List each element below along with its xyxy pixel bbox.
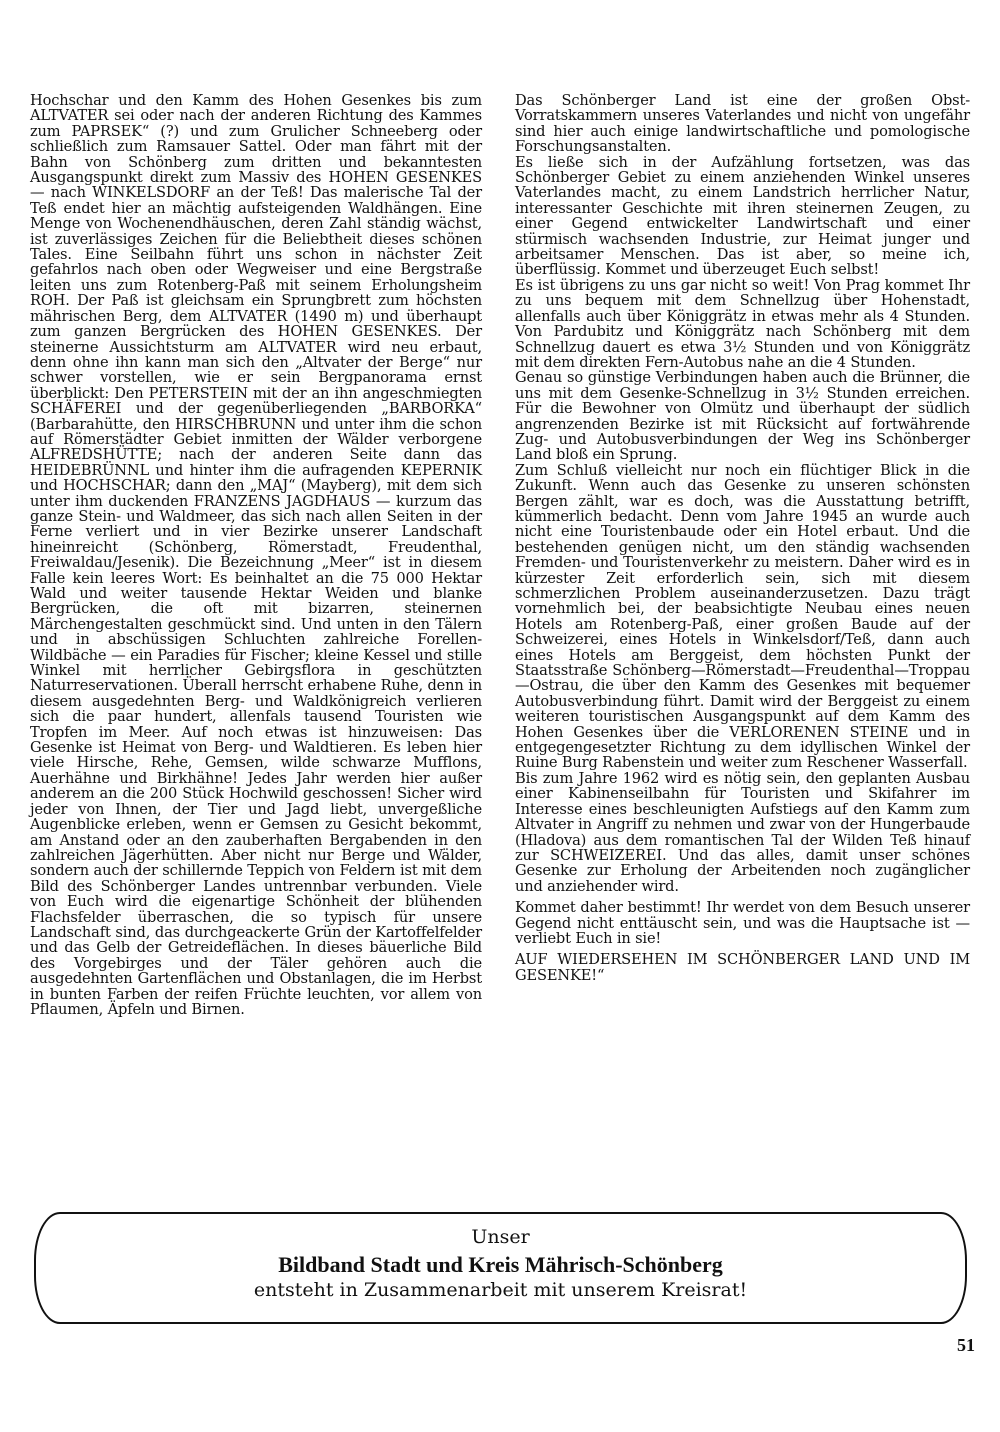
right-text-column: [515, 93, 970, 983]
right-paragraph-3: Es ist übrigens zu uns gar nicht so weit! Von Prag kommet Ihr zu uns bequem mit dem Schnellzug über Hohenstadt, allenfalls auch über Königgrätz in etwas mehr als 4 Stunden. Von Pardubitz und Königgrätz nach Schönberg mit dem Schnellzug dauert es etwa 3½ Stunden und von Königgrätz mit dem direkten Fern-Autobus nahe an die 4 Stunden.: [515, 276, 970, 371]
left-paragraph-1: Hochschar und den Kamm des Hohen Gesenkes bis zum ALTVATER sei oder nach der anderen Richtung des Kammes zum PAPRSEK“ (?) und zum Grulicher Schneeberg oder schließlich zum Ramsauer Sattel. Oder man fährt mit der Bahn von Schönberg zum dritten und bekanntesten Ausgangspunkt direkt zum Massiv des HOHEN GESENKES — nach WINKELSDORF an der Teß! Das malerische Tal der Teß endet hier an mächtig aufsteigenden Waldhängen. Eine Menge von Wochenendhäuschen, deren Zahl ständig wächst, ist zuverlässiges Zeichen für die Beliebtheit dieses schönen Tales. Eine Seilbahn führt uns schon in nächster Zeit gefahrlos nach oben oder Wegweiser und eine Bergstraße leiten uns zum Rotenberg-Paß mit seinem Erholungsheim ROH. Der Paß ist gleichsam ein Sprungbrett zum höchsten mährischen Berg, dem ALTVATER (1490 m) und überhaupt zum ganzen Bergrücken des HOHEN GESENKES. Der steinerne Aussichtsturm am ALTVATER wird neu erbaut, denn ohne ihn kann man sich den „Altvater der Berge“ nur schwer vorstellen, wie er sein Bergpanorama ernst überblickt: Den PETERSTEIN mit der an ihn angeschmiegten SCHÄFEREI und der gegenüberliegenden „BARBORKA“ (Barbarahütte, den HIRSCHBRUNN und unter ihm die schon auf Römerstädter Gebiet inmitten der Wälder verborgene ALFREDSHÜTTE; nach der anderen Seite dann das HEIDEBRÜNNL und hinter ihm die aufragenden KEPERNIK und HOCHSCHAR; dann den „MAJ“ (Mayberg), mit dem sich unter ihm duckenden FRANZENS JAGDHAUS — kurzum das ganze Stein- und Waldmeer, das sich nach allen Seiten in der Ferne verliert und in vier Bezirke unserer Landschaft hineinreicht (Schönberg, Römerstadt, Freudenthal, Freiwaldau/Jesenik). Die Bezeichnung „Meer“ ist in diesem Falle kein leeres Wort: Es beinhaltet an die 75 000 Hektar Wald und weiter tausende Hektar Weiden und blanke Bergrücken, die oft mit bizarren, steinernen Märchengestalten geschmückt sind. Und unten in den Tälern und in abschüssigen Schluchten zahlreiche Forellen-Wildbäche — ein Paradies für Fischer; kleine Kessel und stille Winkel mit herrlicher Gebirgsflora in geschützten Naturreservationen. Überall herrscht erhabene Ruhe, denn in diesem ausgedehnten Berg- und Waldkönigreich verlieren sich die paar hundert, allenfals tausend Touristen wie Tropfen im Meer. Auf noch etwas ist hinzuweisen: Das Gesenke ist Heimat von Berg- und Waldtieren. Es leben hier viele Hirsche, Rehe, Gemsen, wilde schwarze Mufflons, Auerhähne und Birkhähne! Jedes Jahr werden hier außer anderem an die 200 Stück Hochwild geschossen! Sicher wird jeder von Ihnen, der Tier und Jagd liebt, unvergeßliche Augenblicke erleben, wenn er Gemsen zu Gesicht bekommt, am Anstand oder an den zauberhaften Bergabenden in den zahlreichen Jägerhütten. Aber nicht nur Berge und Wälder, sondern auch der schillernde Teppich von Feldern ist mit dem Bild des Schönberger Landes untrennbar verbunden. Viele von Euch wird die eigenartige Schönheit der blühenden Flachsfelder überraschen, die so typisch für unsere Landschaft sind, das durchgeackerte Grün der Kartoffelfelder und das Gelb der Getreideflächen. In dieses bäuerliche Bild des Vorgebirges und der Täler gehören auch die ausgedehnten Gartenflächen und Obstanlagen, die im Herbst in bunten Farben der reifen Früchte leuchten, vor allem von Pflaumen, Äpfeln und Birnen.: [30, 92, 482, 1018]
left-text-column: [30, 93, 482, 1017]
page-number: 51: [957, 1335, 975, 1355]
notice-box: [34, 1212, 967, 1324]
notice-line-kreisrat: entsteht in Zusammenarbeit mit unserem Kreisrat!: [253, 1279, 748, 1301]
right-paragraph-5: Zum Schluß vielleicht nur noch ein flüchtiger Blick in die Zukunft. Wenn auch das Gesenke zu unseren schönsten Bergen zählt, war es doch, was die Ausstattung betrifft, kümmerlich bedacht. Denn vom Jahre 1945 an wurde auch nicht eine Touristenbaude oder ein Hotel erbaut. Und die bestehenden genügen nicht, um den ständig wachsenden Fremden- und Touristenverkehr zu meistern. Daher wird es in kürzester Zeit erforderlich sein, sich mit diesem schmerzlichen Problem auseinanderzusetzen. Dazu trägt vornehmlich bei, der beabsichtigte Neubau eines neuen Hotels am Rotenberg-Paß, einer großen Baude auf der Schweizerei, eines Hotels in Winkelsdorf/Teß, dann auch eines Hotels am Berggeist, dem höchsten Punkt der Staatsstraße Schönberg—Römerstadt—Freudenthal—Troppau—Ostrau, die über den Kamm des Gesenkes mit bequemer Autobusverbindung führt. Damit wird der Berggeist zu einem weiteren touristischen Ausgangspunkt auf dem Kamm des Hohen Gesenkes über die VERLORENEN STEINE und in entgegengesetzter Richtung zu dem idyllischen Winkel der Ruine Burg Rabenstein und weiter zum Reschener Wasserfall.: [515, 461, 970, 772]
notice-line-unser: Unser: [471, 1226, 530, 1248]
right-paragraph-4: Genau so günstige Verbindungen haben auch die Brünner, die uns mit dem Gesenke-Schnellzug in 3½ Stunden erreichen. Für die Bewohner von Olmütz und überhaupt der südlich angrenzenden Bezirke ist mit Rücksicht auf fortwährende Zug- und Autobusverbindungen der Weg ins Schönberger Land bloß ein Sprung.: [515, 369, 970, 464]
right-paragraph-7: Kommet daher bestimmt! Ihr werdet von dem Besuch unserer Gegend nicht enttäuscht sein, und was die Hauptsache ist — verliebt Euch in sie!: [515, 899, 970, 947]
right-paragraph-2: Es ließe sich in der Aufzählung fortsetzen, was das Schönberger Gebiet zu einem anziehenden Winkel unseres Vaterlandes macht, zu einem Landstrich herrlicher Natur, interessanter Geschichte mit ihren steinernen Zeugen, zu einer Gegend entwickelter Landwirtschaft und einer stürmisch wachsenden Industrie, zur Heimat junger und arbeitsamer Menschen. Das ist aber, so meine ich, überflüssig. Kommet und überzeuget Euch selbst!: [515, 153, 970, 279]
right-paragraph-1: Das Schönberger Land ist eine der großen Obst-Vorratskammern unseres Vaterlandes und nicht von ungefähr sind hier auch einige landwirtschaftliche und pomologische Forschungsanstalten.: [515, 92, 970, 156]
right-paragraph-8: AUF WIEDERSEHEN IM SCHÖNBERGER LAND UND IM GESENKE!“: [515, 951, 970, 984]
notice-line-bildband-title: Bildband Stadt und Kreis Mährisch-Schönberg: [278, 1252, 723, 1277]
right-paragraph-6: Bis zum Jahre 1962 wird es nötig sein, den geplanten Ausbau einer Kabinenseilbahn für Touristen und Skifahrer im Interesse eines beschleunigten Aufstiegs auf den Kamm zum Altvater in Angriff zu nehmen und zwar von der Hungerbaude (Hladova) aus dem romantischen Tal der Wilden Teß hinauf zur SCHWEIZEREI. Und das alles, damit unser schönes Gesenke zur Erholung der Arbeitenden noch zugänglicher und anziehender wird.: [515, 769, 970, 895]
